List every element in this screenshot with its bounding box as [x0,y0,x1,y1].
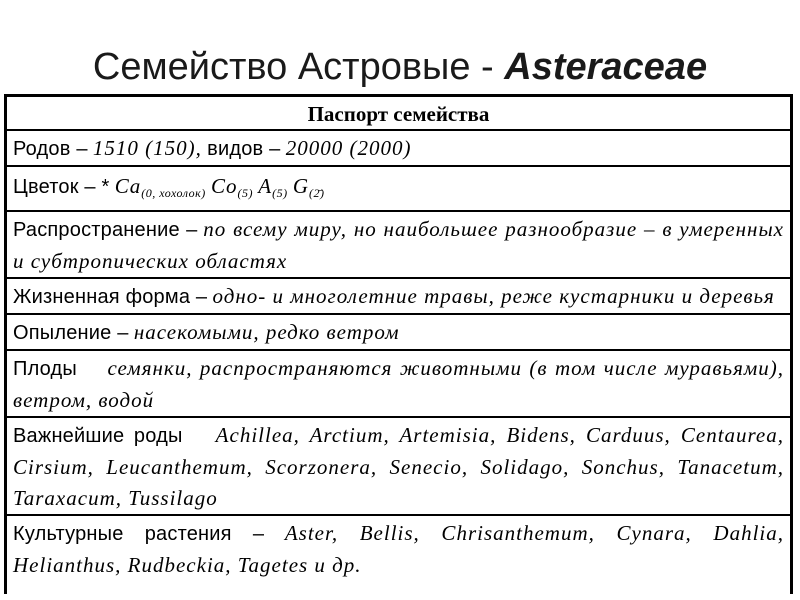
formula-ca-sub: (0, хохолок) [141,186,206,200]
cultivated-row [7,516,790,581]
distribution-label: Распространение – [13,219,198,241]
formula-co-sub: (5) [237,186,254,200]
distribution-value: по всему миру, но наибольшее разнообразие – в умеренных и субтропических областях [13,217,784,273]
pollination-value: насекомыми, редко ветром [133,320,400,344]
passport-heading-row [7,97,790,131]
genera-row [7,131,790,167]
formula-a-sub: (5) [272,186,288,200]
title-russian: Семейство Астровые - [92,46,494,88]
fruits-row [7,351,790,418]
species-label: видов – [207,138,281,160]
genera-value: 1510 (150), [92,136,202,160]
life-form-row [7,279,790,315]
slide-title [0,40,800,94]
passport-heading: Паспорт семейства [307,102,490,126]
main-genera-row [7,418,790,516]
main-genera-label: Важнейшие роды [13,425,183,447]
family-passport-table [4,94,793,594]
flower-formula-row [7,167,790,212]
formula-g-sub: (2̄) [309,186,325,200]
pollination-row [7,315,790,351]
species-value: 20000 (2000) [285,136,412,160]
formula-g: G [292,174,310,198]
flower-label: Цветок – * [13,176,110,198]
formula-co: Co [211,174,238,198]
distribution-row [7,212,790,279]
cultivated-label: Культурные растения – [13,523,265,545]
main-genera-value: Achillea, Arctium, Artemisia, Bidens, Carduus, Centaurea, Cirsium, Leucanthemum, Scorzonera, Senecio, Solidago, Sonchus, Tanacetum, Taraxacum, Tussilago [13,423,784,510]
fruits-label: Плоды [13,358,77,380]
pollination-label: Опыление – [13,322,129,344]
genera-label: Родов – [13,138,88,160]
formula-ca: Ca [114,174,142,198]
cultivated-value: Aster, Bellis, Chrisanthemum, Cynara, Dahlia, Helianthus, Rudbeckia, Tagetes и др. [13,521,784,577]
life-form-value: одно- и многолетние травы, реже кустарники и деревья [212,284,775,308]
fruits-value: семянки, распространяются животными (в том числе муравьями), ветром, водой [13,356,785,412]
title-latin: Asteraceae [504,46,708,88]
life-form-label: Жизненная форма – [13,286,208,308]
formula-a: A [258,174,273,198]
